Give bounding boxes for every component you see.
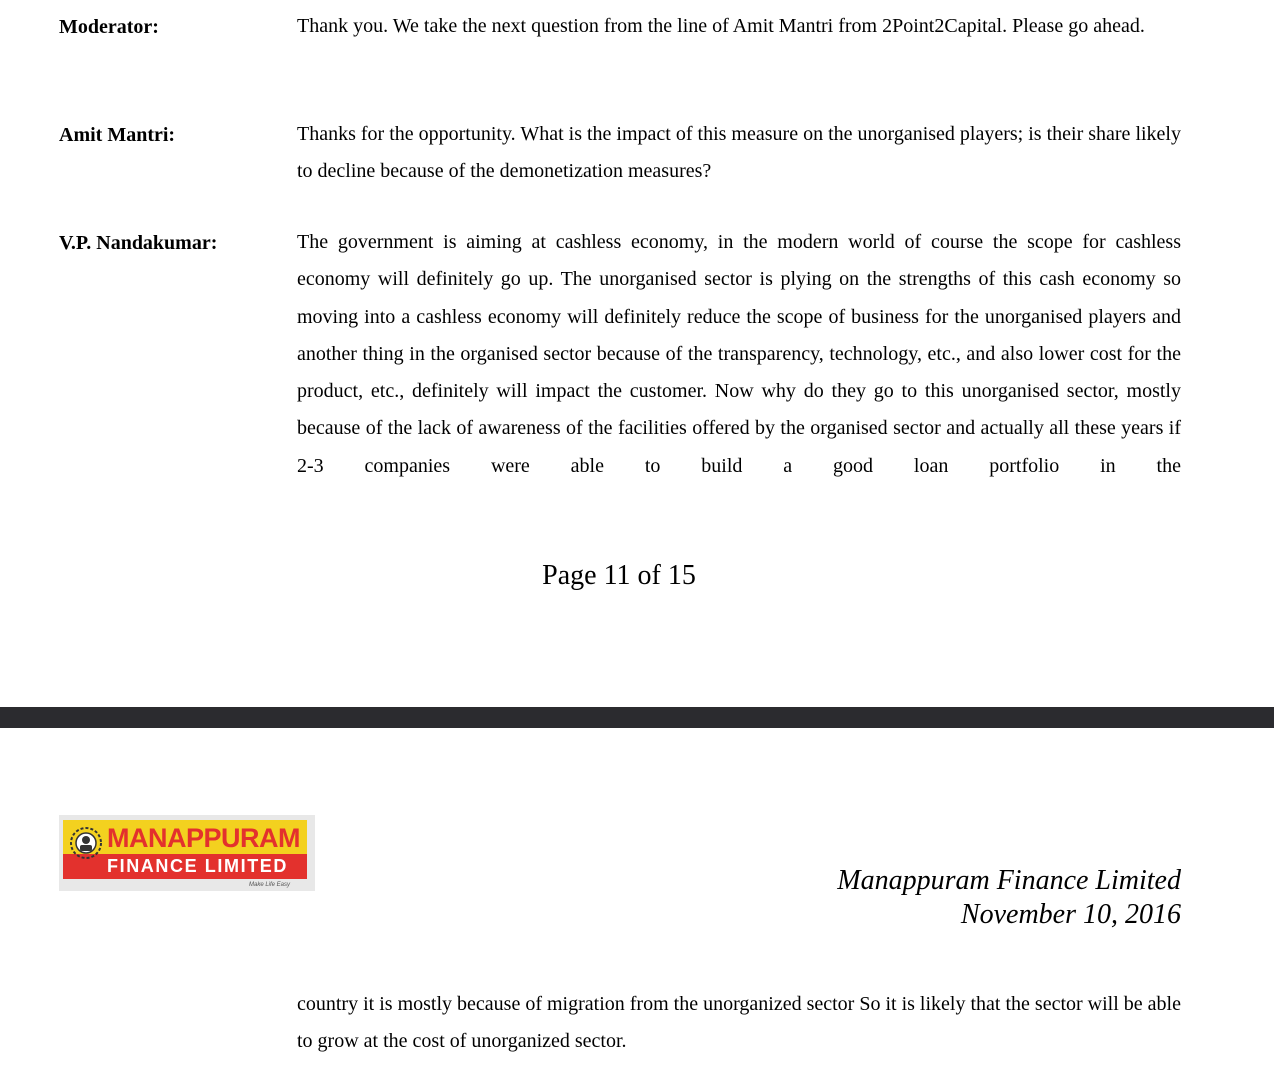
speech-moderator: Thank you. We take the next question from the line of Amit Mantri from 2Point2Capital. Please go ahead.: [297, 15, 1145, 37]
continuation-text: country it is mostly because of migration from the unorganized sector So it is likely that the sector will be able to grow at the cost of unorganized sector.: [297, 993, 1181, 1053]
company-logo: [59, 815, 315, 891]
logo-tagline: Make Life Easy: [249, 882, 291, 888]
logo-banner: [63, 820, 307, 879]
call-date: November 10, 2016: [960, 899, 1181, 930]
speaker-nandakumar: V.P. Nandakumar:: [59, 232, 218, 254]
speech-amit-mantri: Thanks for the opportunity. What is the impact of this measure on the unorganised players; is their share likely to decline because of the demonetization measures?: [297, 123, 1181, 183]
speaker-moderator: Moderator:: [59, 16, 159, 38]
page-divider: [0, 707, 1274, 728]
company-name: Manappuram Finance Limited: [837, 865, 1181, 896]
logo-line2: FINANCE LIMITED: [107, 856, 288, 876]
page-number: Page 11 of 15: [542, 560, 696, 591]
logo-line1: MANAPPURAM: [107, 823, 300, 853]
speaker-amit-mantri: Amit Mantri:: [59, 124, 176, 146]
emblem-icon: [69, 826, 103, 860]
company-header: [837, 864, 1181, 932]
speech-nandakumar: The government is aiming at cashless economy, in the modern world of course the scope for cashless economy will definitely go up. The unorganised sector is plying on the strengths of this cash economy so moving into a cashless economy will definitely reduce the scope of business for the unorganised players and another thing in the organised sector because of the transparency, technology, etc., and also lower cost for the product, etc., definitely will impact the customer. Now why do they go to this unorganised sector, mostly because of the lack of awareness of the facilities offered by the organised sector and actually all these years if 2-3 companies were able to build a good loan portfolio in the: [297, 231, 1181, 477]
